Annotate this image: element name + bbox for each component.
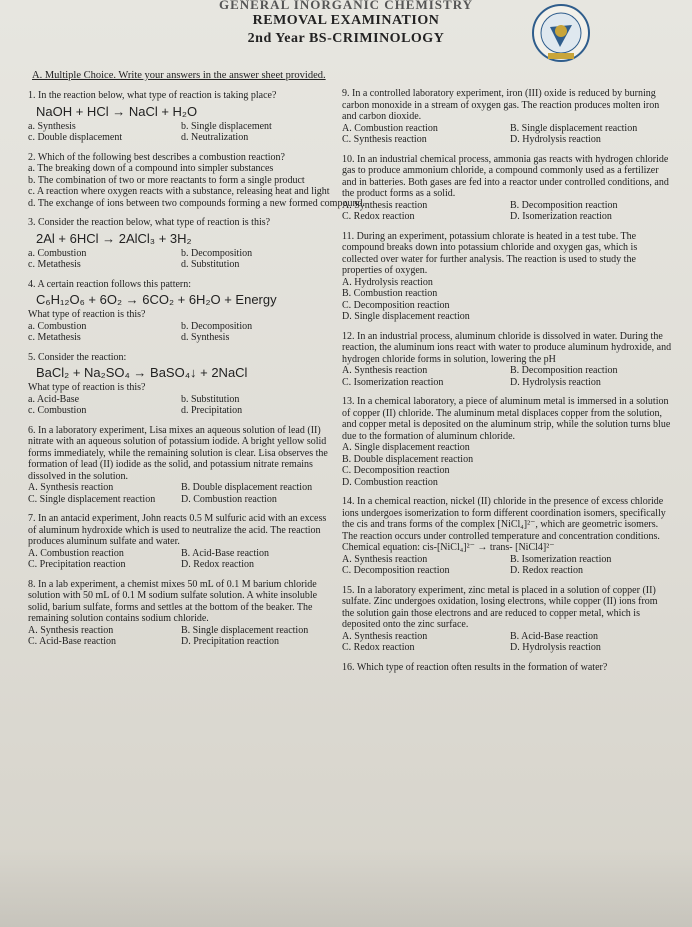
answer-option[interactable]: C. Redox reaction: [342, 211, 415, 222]
answer-option[interactable]: C. Single displacement reaction: [28, 493, 156, 505]
answer-option[interactable]: B. Single displacement reaction: [510, 122, 638, 134]
answer-option[interactable]: D. Combustion reaction: [181, 493, 277, 505]
answer-option[interactable]: c. Metathesis: [28, 259, 81, 270]
questions-right-column: [342, 88, 672, 681]
answer-option[interactable]: c. A reaction where oxygen reacts with a substance, releasing heat and light: [28, 186, 330, 197]
question-item: [342, 331, 672, 389]
answer-option[interactable]: a. Acid-Base: [28, 393, 80, 405]
question-item: [342, 231, 672, 323]
question-text: 4. A certain reaction follows this pattern:: [28, 278, 192, 290]
answer-option[interactable]: D. Precipitation reaction: [181, 636, 280, 647]
answer-option[interactable]: D. Single displacement reaction: [342, 311, 470, 322]
answer-options: [342, 442, 672, 488]
answer-option[interactable]: C. Decomposition reaction: [342, 465, 450, 476]
question-text: 16. Which type of reaction often results in the formation of water?: [342, 661, 608, 673]
answer-option[interactable]: D. Combustion reaction: [342, 476, 438, 488]
answer-option[interactable]: B. Decomposition reaction: [510, 199, 618, 211]
question-text: 14. In a chemical reaction, nickel (II) chloride in the presence of excess chloride ions undergoes isomerization to form different coordination isomers, specifically the cis and trans forms of the complex [NiCl₄]²⁻, which are geometric isomers. The reaction occurs under controlled temperature and concentration conditions.: [342, 496, 666, 542]
chemical-equation: BaCl₂ + Na₂SO₄ → BaSO₄↓ + 2NaCl: [36, 365, 248, 380]
answer-option[interactable]: D. Isomerization reaction: [510, 211, 612, 222]
answer-option[interactable]: C. Decomposition reaction: [342, 565, 450, 576]
question-item: [342, 396, 672, 488]
answer-option[interactable]: C. Precipitation reaction: [28, 559, 126, 570]
answer-option[interactable]: d. Substitution: [181, 259, 240, 270]
course-title: GENERAL INORGANIC CHEMISTRY: [218, 0, 474, 12]
answer-option[interactable]: A. Synthesis reaction: [28, 482, 114, 493]
answer-option[interactable]: B. Single displacement reaction: [181, 624, 309, 636]
question-item: [28, 579, 328, 648]
question-text: 6. In a laboratory experiment, Lisa mixes an aqueous solution of lead (II) nitrate with an aqueous solution of potassium iodide. A bright yellow solid forms immediately, while the remaining solution is clear. Lisa observes the formation of lead (II) iodide as the solid, and potassium nitrate remains dissolved in the solution.: [28, 424, 328, 482]
answer-option[interactable]: A. Synthesis reaction: [342, 630, 428, 642]
answer-options: [28, 394, 328, 417]
answer-options: [28, 248, 328, 271]
answer-options: [28, 321, 328, 344]
question-item: [28, 90, 328, 144]
question-subtext: What type of reaction is this?: [28, 309, 146, 320]
answer-option[interactable]: D. Redox reaction: [181, 559, 255, 570]
answer-option[interactable]: d. The exchange of ions between two compounds forming a new formed compound.: [28, 197, 365, 209]
answer-option[interactable]: A. Combustion reaction: [342, 122, 438, 134]
answer-option[interactable]: D. Hydrolysis reaction: [510, 642, 601, 653]
answer-options: [28, 121, 328, 144]
question-item: [342, 154, 672, 223]
answer-option[interactable]: c. Metathesis: [28, 332, 81, 343]
answer-option[interactable]: C. Synthesis reaction: [342, 134, 427, 145]
answer-option[interactable]: c. Double displacement: [28, 132, 123, 143]
instructions: A. Multiple Choice. Write your answers in the answer sheet provided.: [32, 70, 326, 81]
answer-option[interactable]: B. Acid-Base reaction: [510, 630, 599, 642]
question-item: [28, 151, 365, 210]
question-text: 15. In a laboratory experiment, zinc metal is placed in a solution of copper (II) sulfate. Zinc undergoes oxidation, losing electrons, while copper (II) ions from the solution gain those electrons and are reduced to copper metal, which is deposited onto the zinc surface.: [342, 584, 658, 630]
question-item: [342, 496, 672, 577]
question-item: [342, 662, 672, 674]
chemical-equation: C₆H₁₂O₆ + 6O₂ → 6CO₂ + 6H₂O + Energy: [36, 292, 277, 307]
questions-left-column: [28, 90, 365, 656]
answer-option[interactable]: A. Synthesis reaction: [342, 365, 428, 376]
answer-options: [28, 482, 328, 505]
answer-option[interactable]: D. Hydrolysis reaction: [510, 376, 601, 388]
answer-options: [342, 631, 672, 654]
answer-option[interactable]: B. Combustion reaction: [342, 288, 438, 299]
answer-options: [342, 554, 672, 577]
question-subtext: Chemical equation: cis-[NiCl₄]²⁻ → trans- [NiCl4]²⁻: [342, 542, 555, 553]
answer-options: [28, 548, 328, 571]
question-item: [342, 585, 672, 654]
page-shadow: [0, 847, 692, 927]
answer-option[interactable]: B. Double displacement reaction: [181, 482, 313, 493]
answer-options: [342, 277, 672, 323]
chemical-equation: 2Al + 6HCl → 2AlCl₃ + 3H₂: [36, 230, 192, 246]
answer-option[interactable]: A. Synthesis reaction: [28, 624, 114, 636]
answer-options: [28, 163, 365, 209]
answer-option[interactable]: D. Hydrolysis reaction: [510, 134, 601, 145]
year-program: 2nd Year BS-CRIMINOLOGY: [247, 31, 445, 46]
answer-options: [342, 365, 672, 388]
answer-option[interactable]: C. Decomposition reaction: [342, 299, 450, 311]
answer-option[interactable]: d. Synthesis: [181, 332, 230, 343]
answer-option[interactable]: d. Neutralization: [181, 132, 249, 143]
question-item: [28, 352, 328, 417]
answer-option[interactable]: A. Synthesis reaction: [342, 553, 428, 565]
question-item: [28, 279, 328, 344]
answer-option[interactable]: A. Single displacement reaction: [342, 442, 470, 453]
answer-option[interactable]: b. Single displacement: [181, 120, 272, 132]
answer-option[interactable]: c. Combustion: [28, 405, 87, 416]
question-text: 1. In the reaction below, what type of reaction is taking place?: [28, 90, 277, 101]
answer-option[interactable]: a. Synthesis: [28, 120, 76, 132]
question-text: 5. Consider the reaction:: [28, 351, 127, 363]
answer-option[interactable]: A. Synthesis reaction: [342, 199, 428, 211]
answer-option[interactable]: b. Substitution: [181, 393, 240, 405]
question-text: 9. In a controlled laboratory experiment, iron (III) oxide is reduced by burning carbon monoxide in a stream of oxygen gas. The reaction produces molten iron and carbon dioxide.: [342, 88, 660, 122]
question-item: [28, 513, 328, 571]
question-item: [28, 425, 328, 506]
answer-option[interactable]: B. Decomposition reaction: [510, 365, 618, 376]
answer-option[interactable]: A. Combustion reaction: [28, 547, 124, 559]
answer-option[interactable]: d. Precipitation: [181, 405, 243, 416]
answer-option[interactable]: a. Combustion: [28, 320, 87, 332]
answer-option[interactable]: B. Double displacement reaction: [342, 453, 474, 465]
question-text: 2. Which of the following best describes a combustion reaction?: [28, 151, 285, 163]
school-seal-logo: [520, 3, 602, 65]
question-item: [28, 217, 328, 271]
exam-title: REMOVAL EXAMINATION: [252, 13, 440, 28]
answer-option[interactable]: b. The combination of two or more reactants to form a single product: [28, 174, 305, 186]
question-text: 10. In an industrial chemical process, ammonia gas reacts with hydrogen chloride gas to produce ammonium chloride, a compound commonly used as a fertilizer and in batteries. Both gases are fed into a reactor under controlled conditions, and the product forms as a solid.: [342, 153, 669, 199]
answer-option[interactable]: D. Redox reaction: [510, 565, 584, 576]
answer-options: [28, 625, 328, 648]
question-subtext: What type of reaction is this?: [28, 382, 146, 393]
answer-option[interactable]: B. Isomerization reaction: [510, 553, 612, 565]
question-text: 11. During an experiment, potassium chlorate is heated in a test tube. The compound breaks down into potassium chloride and oxygen gas, which is collected over water for further analysis. The reaction is used to study the properties of oxygen.: [342, 230, 638, 276]
question-text: 8. In a lab experiment, a chemist mixes 50 mL of 0.1 M barium chloride solution with 50 mL of 0.1 M sodium sulfate solution. A white insoluble solid, barium sulfate, forms and settles at the bottom of the beaker. The remaining solution contains sodium chloride.: [28, 578, 318, 624]
exam-header: [0, 0, 692, 60]
answer-option[interactable]: C. Redox reaction: [342, 642, 415, 653]
chemical-equation: NaOH + HCl → NaCl + H₂O: [36, 103, 198, 119]
question-text: 3. Consider the reaction below, what type of reaction is this?: [28, 217, 271, 228]
answer-option[interactable]: a. The breaking down of a compound into simpler substances: [28, 163, 274, 174]
answer-option[interactable]: B. Acid-Base reaction: [181, 547, 270, 559]
question-text: 12. In an industrial process, aluminum chloride is dissolved in water. During the reaction, the aluminum ions react with water to produce aluminum hydroxide, and hydrogen chloride forms in solution, lowering the pH: [342, 330, 672, 365]
answer-option[interactable]: a. Combustion: [28, 247, 87, 259]
answer-option[interactable]: C. Isomerization reaction: [342, 376, 444, 388]
answer-options: [342, 200, 672, 223]
question-text: 7. In an antacid experiment, John reacts 0.5 M sulfuric acid with an excess of aluminum hydroxide which is used to neutralize the acid. The reaction produces aluminum sulfate and water.: [28, 513, 327, 547]
answer-option[interactable]: b. Decomposition: [181, 320, 253, 332]
answer-option[interactable]: C. Acid-Base reaction: [28, 636, 117, 647]
question-text: 13. In a chemical laboratory, a piece of aluminum metal is immersed in a solution of copper (II) chloride. The aluminum metal displaces copper from the solution, and copper metal is deposited on the aluminum strip, while the solution turns blue due to the formation of aluminum chloride.: [342, 396, 671, 442]
answer-option[interactable]: A. Hydrolysis reaction: [342, 276, 433, 288]
answer-option[interactable]: b. Decomposition: [181, 247, 253, 259]
question-item: [342, 88, 672, 146]
answer-options: [342, 123, 672, 146]
